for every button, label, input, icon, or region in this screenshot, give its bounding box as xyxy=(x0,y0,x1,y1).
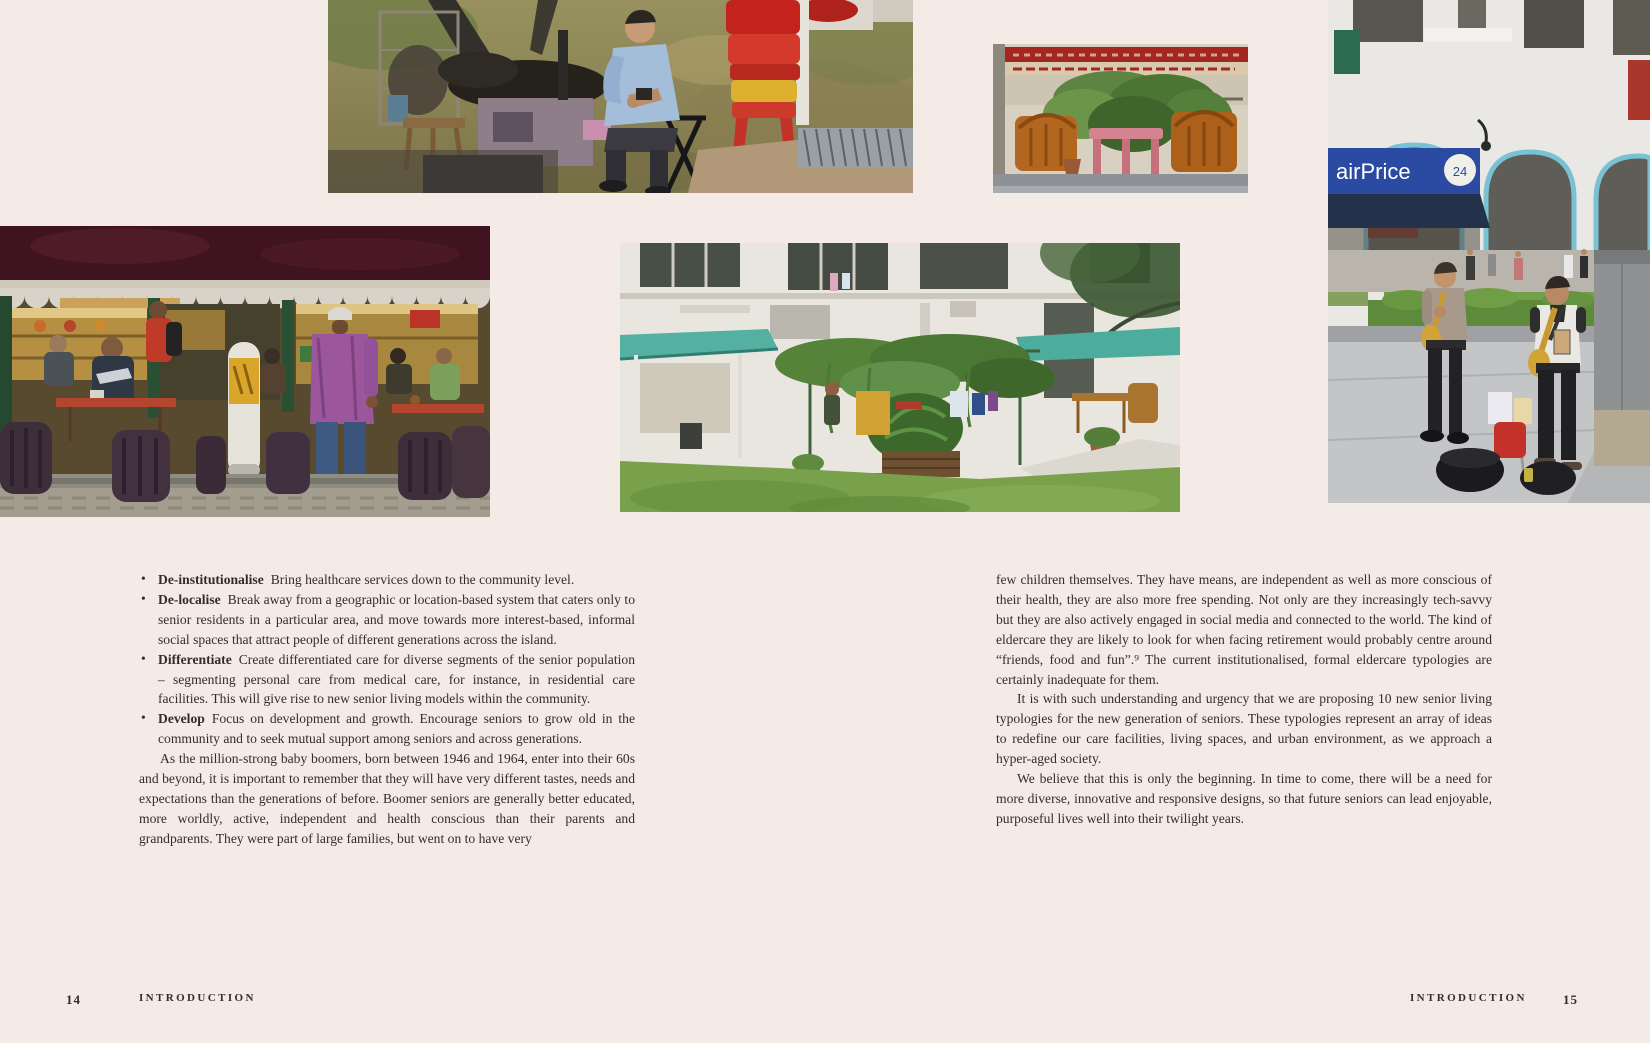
community-garden-illustration xyxy=(620,243,1180,512)
drain-grate xyxy=(798,128,913,168)
bullet-desc: Focus on development and growth. Encourage seniors to grow old in the community and to seek mutual support among seniors and across generations. xyxy=(158,711,635,747)
list-item xyxy=(139,709,635,749)
bullet-text xyxy=(158,592,635,647)
pink-table xyxy=(1089,128,1163,177)
strategy-list xyxy=(139,570,635,749)
body-paragraph: few children themselves. They have means, are independent as well as more conscious of their health, they are also more free spending. Not only are they increasingly tech-savvy but they are also actively engaged in social media and connected to the world. The kind of eldercare they are likely to look for when facing retirement would probably centre around “friends, food and fun”.⁹ The current institutionalised, formal eldercare typologies are certainly inadequate for them. xyxy=(996,572,1492,687)
list-item xyxy=(139,650,635,710)
photo-street-cobbler xyxy=(328,0,913,193)
photo-hawker-centre xyxy=(0,226,490,517)
bullet-text xyxy=(158,572,574,587)
fairprice-sign xyxy=(1328,148,1480,194)
photo-community-garden xyxy=(620,243,1180,512)
shop-awning xyxy=(1328,194,1490,228)
bullet-desc: Create differentiated care for diverse segments of the senior population – segmenting personal care from medical care, for instance, in residential care facilities. This will give rise to new senior living models within the community. xyxy=(158,651,635,707)
bullet-desc: Break away from a geographic or location-based system that caters only to senior residents in a particular area, and move towards more interest-based, informal social spaces that attract people of different generations across the island. xyxy=(158,591,635,647)
body-paragraph: It is with such understanding and urgency that we are proposing 10 new senior living typologies for the new generation of seniors. These typologies represent an array of ideas to redefine our care facilities, living spaces, and urban environment, as we approach a hyper-aged society. xyxy=(996,691,1492,767)
white-bollard xyxy=(228,342,260,476)
bullet-marker: • xyxy=(141,571,146,586)
bullet-marker: • xyxy=(141,650,146,666)
red-banner xyxy=(1005,47,1248,75)
fairprice-24-badge: 24 xyxy=(1452,164,1468,179)
bullet-term: De-localise xyxy=(158,591,221,607)
page-bottom-edge xyxy=(0,1043,1650,1050)
bullet-marker: • xyxy=(141,590,146,606)
bullet-term: Develop xyxy=(158,711,205,727)
list-item xyxy=(139,590,635,650)
street-cobbler-illustration xyxy=(328,0,913,193)
left-running-head: INTRODUCTION xyxy=(139,992,256,1004)
bullet-text xyxy=(158,711,635,746)
bullet-desc: Bring healthcare services down to the community level. xyxy=(270,572,575,587)
right-page-number: 15 xyxy=(1563,992,1578,1007)
rattan-chair-right xyxy=(1171,112,1237,172)
body-paragraph: We believe that this is only the beginning. In time to come, there will be a need for more diverse, innovative and responsive designs, so that future seniors can lead enjoyable, purposeful lives well into their twilight years. xyxy=(996,771,1492,826)
hawker-centre-illustration xyxy=(0,226,490,517)
right-text-column xyxy=(996,570,1492,829)
porch-garden-illustration xyxy=(993,44,1248,193)
bullet-marker: • xyxy=(141,710,146,726)
body-paragraph: As the million-strong baby boomers, born between 1946 and 1964, enter into their 60s and beyond, it is important to remember that they will have very different tastes, needs and expectations than the generations of before. Boomer seniors are generally better educated, more worldly, active, independent and health conscious than their parents and grandparents. They were part of large families, but went on to have very xyxy=(139,751,635,846)
street-musicians-illustration xyxy=(1328,0,1650,503)
bullet-term: De-institutionalise xyxy=(158,572,264,587)
electrical-box xyxy=(1594,250,1650,466)
photo-street-musicians xyxy=(1328,0,1650,503)
fairprice-sign-text: airPrice xyxy=(1336,159,1411,184)
bullet-term: Differentiate xyxy=(158,651,232,667)
left-text-column xyxy=(139,570,635,849)
maroon-awning xyxy=(0,226,490,308)
photo-porch-garden xyxy=(993,44,1248,193)
left-page-number: 14 xyxy=(66,992,81,1007)
right-running-head: INTRODUCTION xyxy=(1410,992,1527,1004)
list-item xyxy=(139,570,635,590)
bullet-text xyxy=(158,652,635,707)
